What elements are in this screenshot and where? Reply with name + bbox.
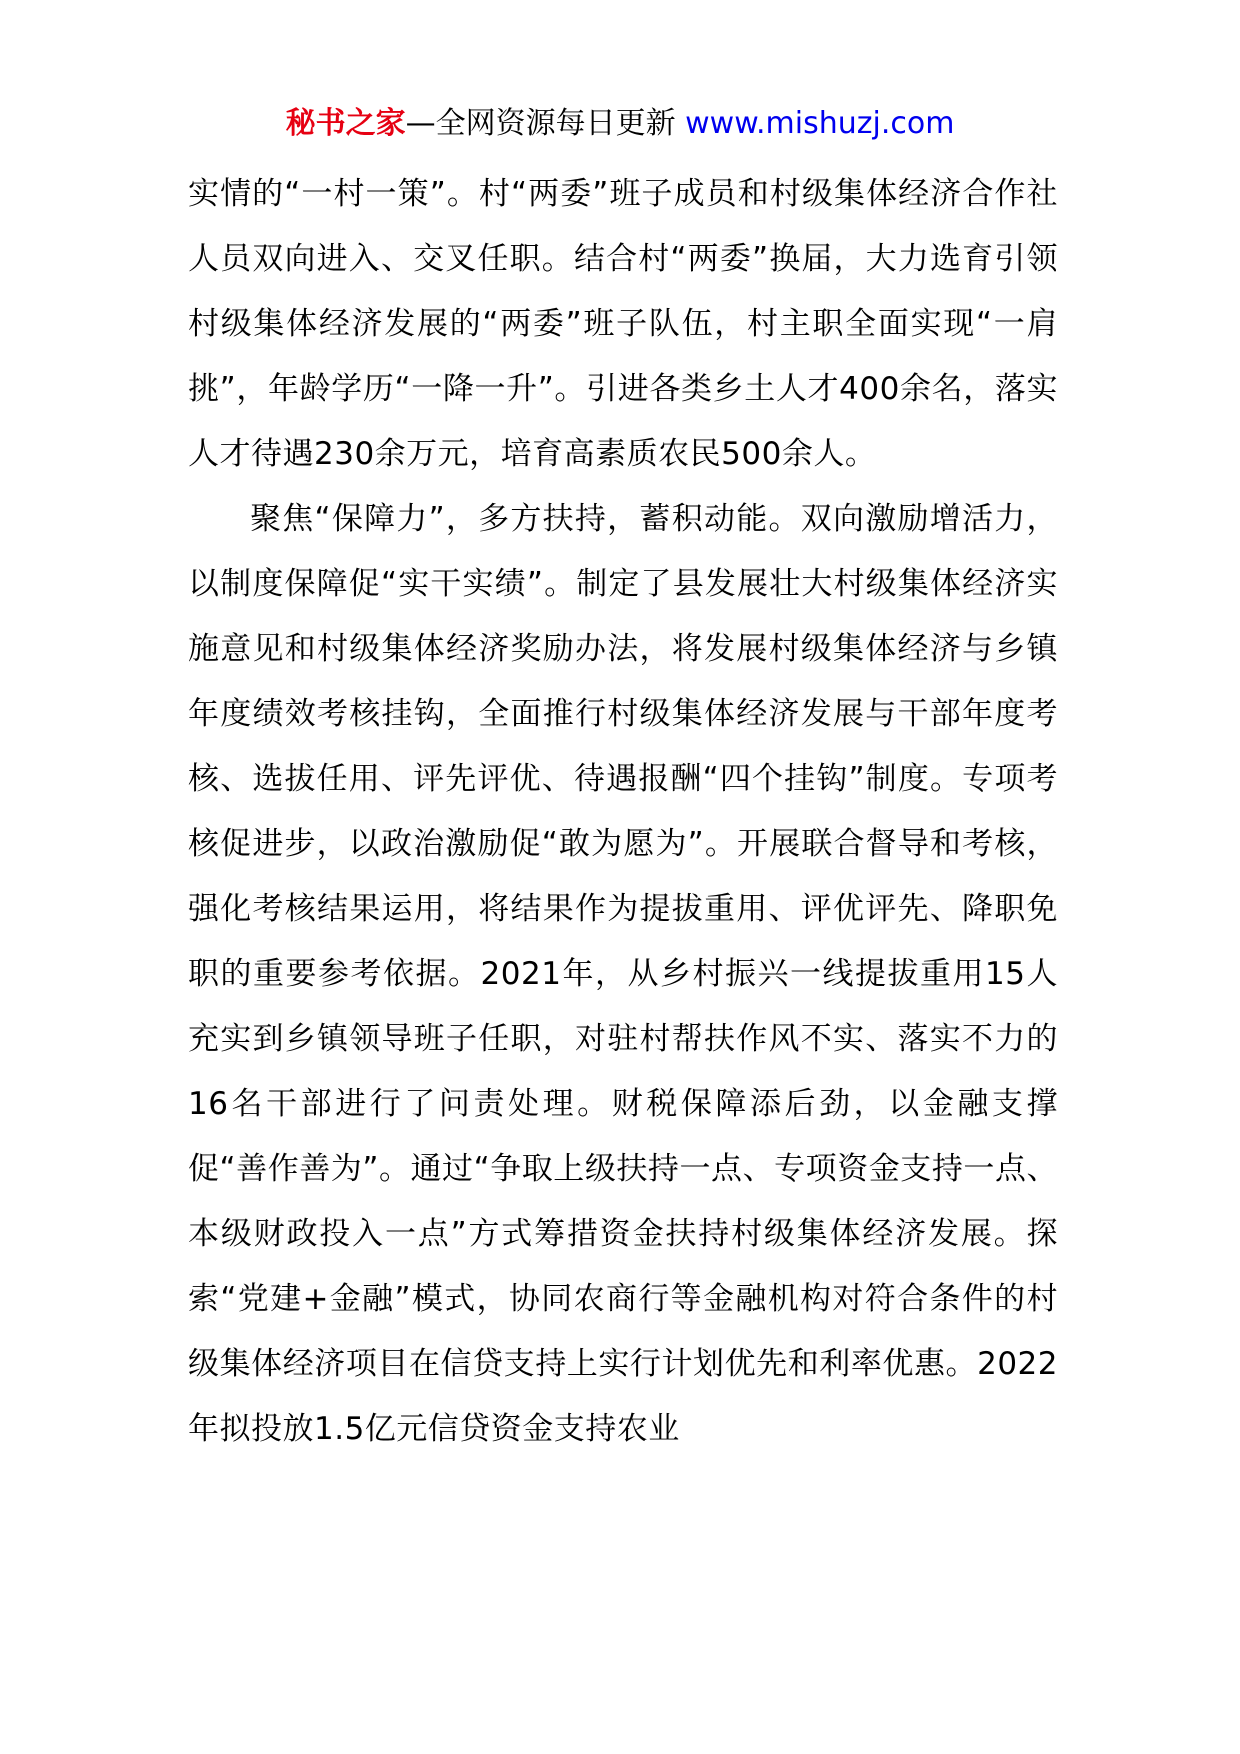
document-body bbox=[188, 162, 1058, 1462]
paragraph-guarantee: 聚焦“保障力”，多方扶持，蓄积动能。双向激励增活力，以制度保障促“实干实绩”。制定了县发展壮大村级集体经济实施意见和村级集体经济奖励办法，将发展村级集体经济与乡镇年度绩效考核挂钩，全面推行村级集体经济发展与干部年度考核、选拔任用、评先评优、待遇报酬“四个挂钩”制度。专项考核促进步，以政治激励促“敢为愿为”。开展联合督导和考核，强化考核结果运用，将结果作为提拔重用、评优评先、降职免职的重要参考依据。2021年，从乡村振兴一线提拔重用15人充实到乡镇领导班子任职，对驻村帮扶作风不实、落实不力的16名干部进行了问责处理。财税保障添后劲，以金融支撑促“善作善为”。通过“争取上级扶持一点、专项资金支持一点、本级财政投入一点”方式筹措资金扶持村级集体经济发展。探索“党建+金融”模式，协同农商行等金融机构对符合条件的村级集体经济项目在信贷支持上实行计划优先和利率优惠。2022年拟投放1.5亿元信贷资金支持农业 bbox=[188, 501, 1058, 1447]
site-tagline: —全网资源每日更新 bbox=[405, 106, 676, 141]
paragraph-continuation: 实情的“一村一策”。村“两委”班子成员和村级集体经济合作社人员双向进入、交叉任职。结合村“两委”换届，大力选育引领村级集体经济发展的“两委”班子队伍，村主职全面实现“一肩挑”，年龄学历“一降一升”。引进各类乡土人才400余名，落实人才待遇230余万元，培育高素质农民500余人。 bbox=[188, 176, 1058, 472]
page-header bbox=[0, 102, 1240, 146]
site-brand: 秘书之家 bbox=[285, 106, 406, 141]
site-url-link[interactable]: www.mishuzj.com bbox=[685, 106, 955, 141]
